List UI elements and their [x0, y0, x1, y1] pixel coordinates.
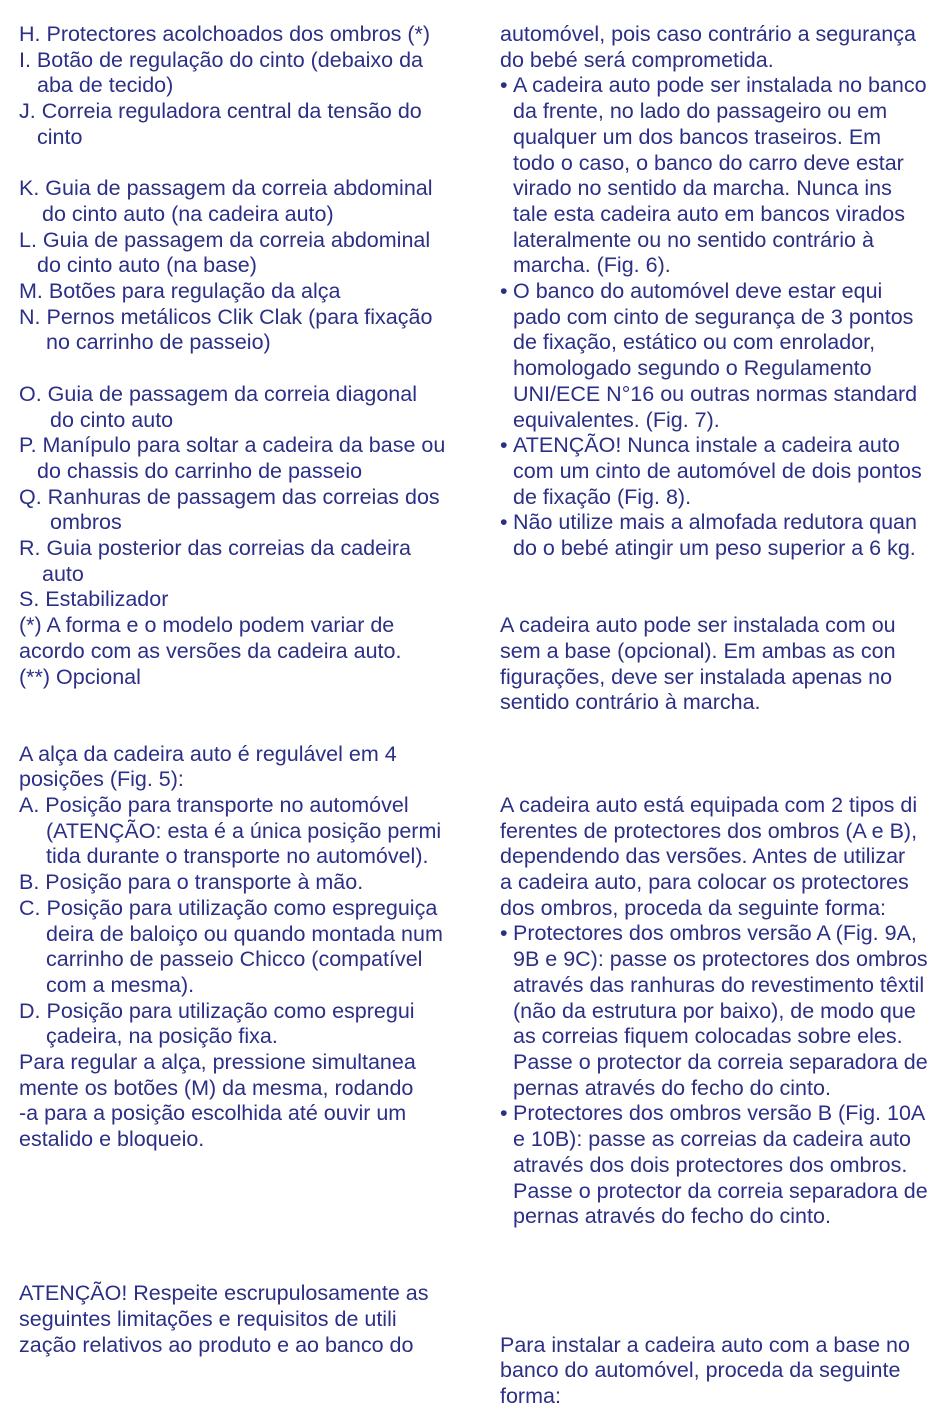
- bullet-icon: •: [500, 73, 508, 98]
- paragraph-line: A cadeira auto pode ser instalada com ou: [500, 613, 896, 638]
- list-item: [19, 896, 455, 999]
- item-i-cont: aba de tecido): [37, 73, 174, 98]
- bullet-line: Protectores dos ombros versão A (Fig. 9A,: [513, 921, 917, 946]
- item-m: M. Botões para regulação da alça: [19, 279, 341, 304]
- bullet-line: através das ranhuras do revestimento têxtil: [513, 972, 925, 997]
- continued-paragraph: [500, 22, 936, 73]
- bullet-line: UNI/ECE N°16 ou outras normas standard: [513, 381, 918, 406]
- item-r: R. Guia posterior das correias da cadeira: [19, 536, 411, 561]
- shoulder-protectors-paragraph: [500, 793, 936, 922]
- bullet-line: A cadeira auto pode ser instalada no banco: [513, 73, 927, 98]
- list-item: [19, 305, 455, 356]
- bullet-line: virado no sentido da marcha. Nunca ins: [513, 176, 892, 201]
- paragraph-line: ATENÇÃO! Respeite escrupulosamente as: [19, 1281, 429, 1306]
- paragraph-line: A alça da cadeira auto é regulável em 4: [19, 741, 397, 766]
- position-a-cont: (ATENÇÃO: esta é a única posição permi: [46, 818, 442, 843]
- list-item: [19, 176, 455, 227]
- position-a: A. Posição para transporte no automóvel: [19, 793, 409, 818]
- item-l: L. Guia de passagem da correia abdominal: [19, 227, 431, 252]
- bullet-icon: •: [500, 510, 508, 535]
- list-item: [500, 433, 936, 510]
- paragraph-line: A cadeira auto está equipada com 2 tipos di: [500, 792, 918, 817]
- list-item: [19, 793, 455, 870]
- bullet-icon: •: [500, 279, 508, 304]
- bullet-line: de fixação (Fig. 8).: [513, 484, 692, 509]
- item-j-cont: cinto: [37, 124, 83, 149]
- paragraph-line: do bebé será comprometida.: [500, 47, 774, 72]
- paragraph-line: seguintes limitações e requisitos de utili: [19, 1306, 397, 1331]
- position-c-cont: deira de baloiço ou quando montada num: [46, 921, 443, 946]
- bullet-line: 9B e 9C): passe os protectores dos ombros: [513, 947, 928, 972]
- list-item: [19, 999, 455, 1050]
- item-l-cont: do cinto auto (na base): [37, 253, 257, 278]
- left-column: [19, 22, 455, 1358]
- list-item: [19, 22, 455, 48]
- position-a-cont: tida durante o transporte no automóvel).: [46, 844, 429, 869]
- bullet-line: com um cinto de automóvel de dois pontos: [513, 458, 922, 483]
- item-i: I. Botão de regulação do cinto (debaixo da: [19, 47, 424, 72]
- paragraph-line: ferentes de protectores dos ombros (A e B),: [500, 818, 918, 843]
- bullet-line: O banco do automóvel deve estar equi: [513, 279, 883, 304]
- item-p: P. Manípulo para soltar a cadeira da base ou: [19, 433, 446, 458]
- paragraph-line: estalido e bloqueio.: [19, 1127, 205, 1152]
- bullet-line: da frente, no lado do passageiro ou em: [513, 99, 888, 124]
- item-o: O. Guia de passagem da correia diagonal: [19, 381, 417, 406]
- bullet-line: de fixação, estático ou com enrolador,: [513, 330, 876, 355]
- item-h: H. Protectores acolchoados dos ombros (*): [19, 22, 431, 46]
- bullet-line: marcha. (Fig. 6).: [513, 253, 671, 278]
- bullet-line: homologado segundo o Regulamento: [513, 356, 872, 381]
- list-item: [19, 48, 455, 99]
- paragraph-line: posições (Fig. 5):: [19, 767, 184, 792]
- item-n: N. Pernos metálicos Clik Clak (para fixação: [19, 304, 433, 329]
- handle-intro: [19, 742, 455, 793]
- paragraph-line: banco do automóvel, proceda da seguinte: [500, 1358, 901, 1383]
- footnotes: [19, 613, 455, 690]
- list-item: [19, 587, 455, 613]
- item-r-cont: auto: [42, 561, 84, 586]
- list-item: [19, 536, 455, 587]
- list-item: [19, 485, 455, 536]
- bullet-line: e 10B): passe as correias da cadeira auto: [513, 1127, 911, 1152]
- requirements-bullet-list: [500, 73, 936, 561]
- paragraph-line: a cadeira auto, para colocar os protectores: [500, 870, 909, 895]
- paragraph-line: dos ombros, proceda da seguinte forma:: [500, 895, 887, 920]
- list-item: [500, 1101, 936, 1230]
- paragraph-line: sentido contrário à marcha.: [500, 690, 761, 715]
- paragraph-line: figurações, deve ser instalada apenas no: [500, 664, 893, 689]
- list-item: [500, 510, 936, 561]
- item-p-cont: do chassis do carrinho de passeio: [37, 458, 363, 483]
- bullet-line: pado com cinto de segurança de 3 pontos: [513, 304, 914, 329]
- right-column: [500, 22, 936, 1410]
- bullet-line: Não utilize mais a almofada redutora quan: [513, 510, 917, 535]
- item-o-cont: do cinto auto: [50, 407, 174, 432]
- bullet-line: Protectores dos ombros versão B (Fig. 10A: [513, 1101, 926, 1126]
- paragraph-line: sem a base (opcional). Em ambas as con: [500, 638, 896, 663]
- bullet-line: pernas através do fecho do cinto.: [513, 1204, 831, 1229]
- position-c-cont: com a mesma).: [46, 972, 195, 997]
- bullet-line: (não da estrutura por baixo), de modo que: [513, 998, 916, 1023]
- item-q-cont: ombros: [50, 510, 122, 535]
- list-item: [19, 279, 455, 305]
- handle-position-list: [19, 793, 455, 1050]
- bullet-line: ATENÇÃO! Nunca instale a cadeira auto: [513, 433, 900, 458]
- bullet-line: lateralmente ou no sentido contrário à: [513, 227, 874, 252]
- bullet-icon: •: [500, 1101, 508, 1126]
- position-b: B. Posição para o transporte à mão.: [19, 870, 364, 895]
- position-c: C. Posição para utilização como espreguiça: [19, 895, 438, 920]
- paragraph-line: forma:: [500, 1384, 561, 1409]
- position-d-cont: çadeira, na posição fixa.: [46, 1024, 278, 1049]
- position-d: D. Posição para utilização como espregui: [19, 998, 415, 1023]
- bullet-line: tale esta cadeira auto em bancos virados: [513, 201, 906, 226]
- bullet-line: Passe o protector da correia separadora de: [513, 1050, 928, 1074]
- bullet-line: do o bebé atingir um peso superior a 6 kg.: [513, 536, 916, 561]
- paragraph-line: -a para a posição escolhida até ouvir um: [19, 1101, 407, 1126]
- list-item: [19, 870, 455, 896]
- item-s: S. Estabilizador: [19, 587, 169, 612]
- base-install-paragraph: [500, 1333, 936, 1410]
- protectors-bullet-list: [500, 921, 936, 1229]
- list-item: [500, 73, 936, 279]
- footnote-shape: (*) A forma e o modelo podem variar de: [19, 613, 395, 638]
- bullet-line: todo o caso, o banco do carro deve estar: [513, 150, 904, 175]
- paragraph-line: zação relativos ao produto e ao banco do: [19, 1332, 414, 1357]
- item-k: K. Guia de passagem da correia abdominal: [19, 176, 433, 201]
- paragraph-line: Para instalar a cadeira auto com a base no: [500, 1332, 910, 1357]
- item-q: Q. Ranhuras de passagem das correias dos: [19, 484, 440, 509]
- install-paragraph: [500, 613, 936, 716]
- list-item: [19, 228, 455, 279]
- paragraph-line: Para regular a alça, pressione simultanea: [19, 1050, 416, 1075]
- paragraph-line: automóvel, pois caso contrário a segurança: [500, 22, 916, 46]
- bullet-line: Passe o protector da correia separadora de: [513, 1178, 928, 1203]
- bullet-line: através dos dois protectores dos ombros.: [513, 1152, 908, 1177]
- bullet-line: as correias fiquem colocadas sobre eles.: [513, 1024, 903, 1049]
- item-n-cont: no carrinho de passeio): [46, 330, 271, 355]
- bullet-line: pernas através do fecho do cinto.: [513, 1075, 831, 1100]
- paragraph-line: dependendo das versões. Antes de utilizar: [500, 844, 906, 869]
- attention-paragraph: [19, 1281, 455, 1358]
- bullet-line: equivalentes. (Fig. 7).: [513, 407, 720, 432]
- list-item: [19, 433, 455, 484]
- list-item: [19, 382, 455, 433]
- footnote-optional: (**) Opcional: [19, 664, 141, 689]
- list-item: [19, 99, 455, 150]
- list-item: [500, 279, 936, 433]
- component-list: [19, 22, 455, 613]
- list-item: [500, 921, 936, 1101]
- bullet-line: qualquer um dos bancos traseiros. Em: [513, 124, 882, 149]
- footnote-shape-cont: acordo com as versões da cadeira auto.: [19, 638, 402, 663]
- paragraph-line: mente os botões (M) da mesma, rodando: [19, 1075, 414, 1100]
- position-c-cont: carrinho de passeio Chicco (compatível: [46, 947, 423, 972]
- bullet-icon: •: [500, 433, 508, 458]
- handle-regulate-paragraph: [19, 1050, 455, 1153]
- item-k-cont: do cinto auto (na cadeira auto): [42, 201, 334, 226]
- item-j: J. Correia reguladora central da tensão do: [19, 99, 422, 124]
- bullet-icon: •: [500, 921, 508, 946]
